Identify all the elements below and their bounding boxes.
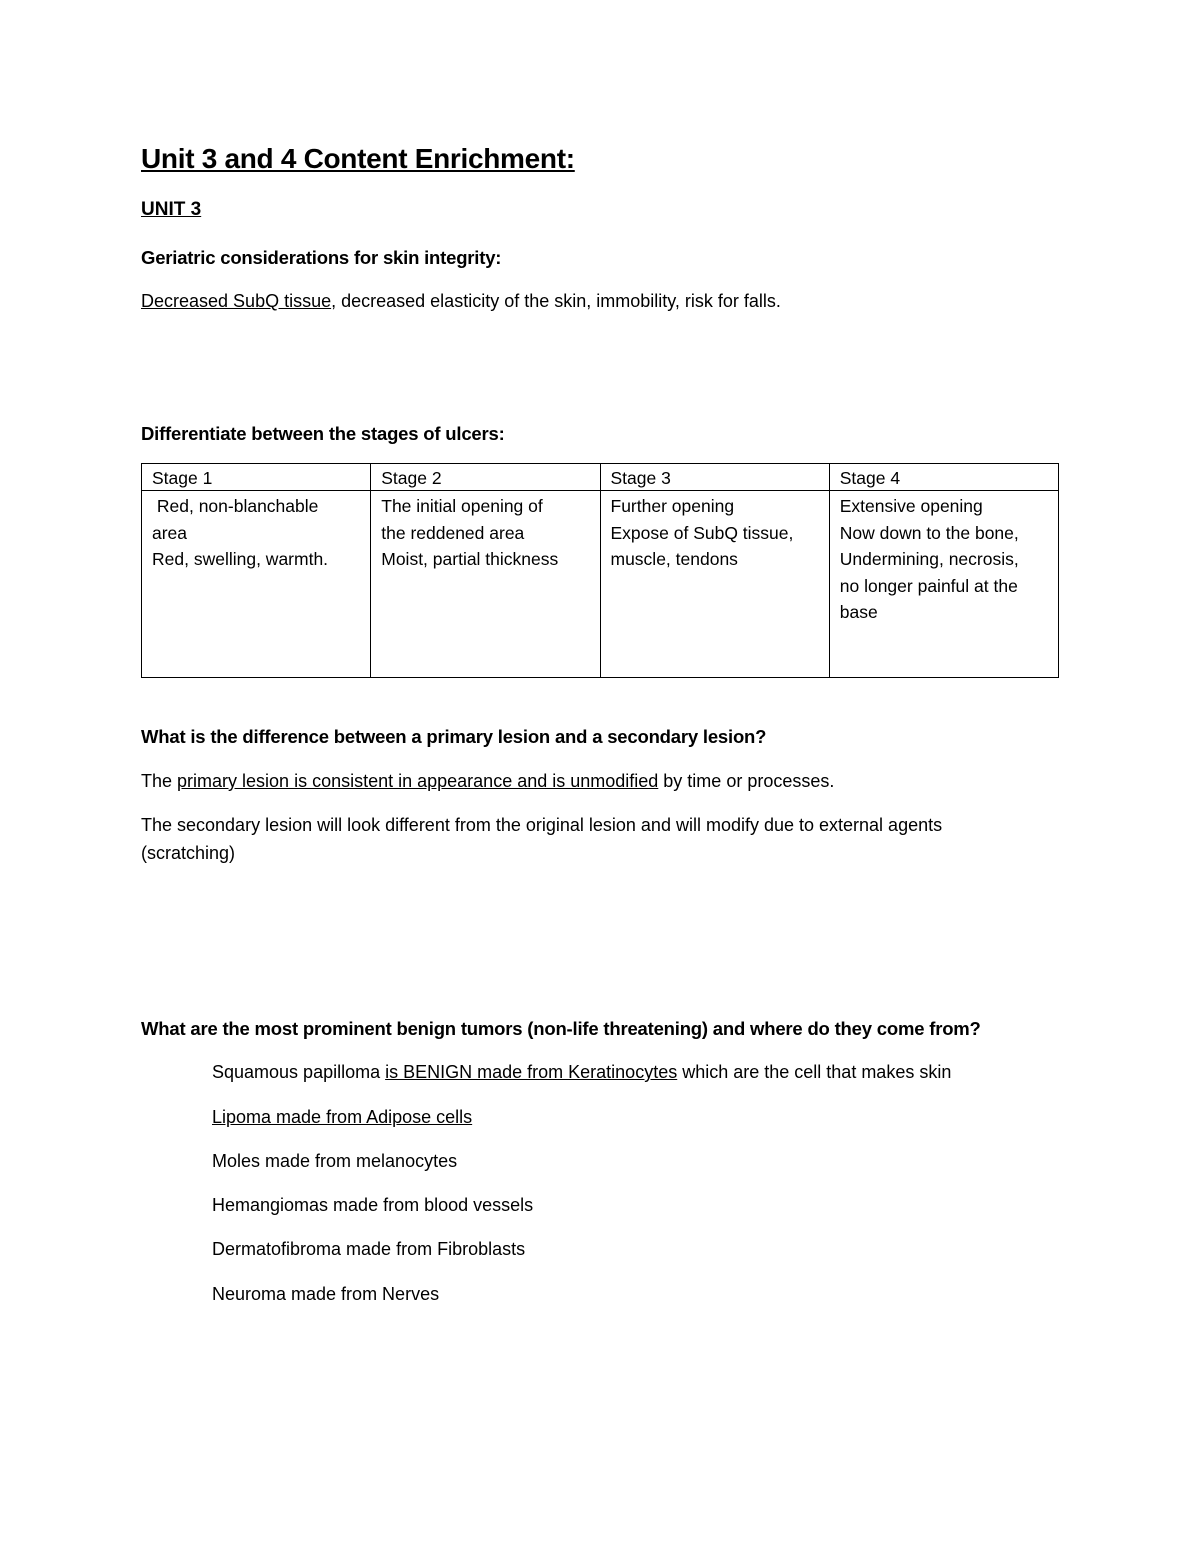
tumor-item: Dermatofibroma made from Fibroblasts	[212, 1239, 526, 1259]
tumor-item: Neuroma made from Nerves	[212, 1284, 440, 1304]
tumor-item: Lipoma made from Adipose cells	[212, 1107, 473, 1127]
secondary-line-2: (scratching)	[141, 843, 236, 863]
cell-line: Red, non-blanchable	[152, 496, 319, 516]
unit-heading: UNIT 3	[141, 199, 202, 220]
stage-3-header: Stage 3	[600, 464, 829, 491]
tumor-item-suffix: which are the cell that makes skin	[677, 1062, 952, 1082]
geriatric-text	[141, 287, 781, 315]
cell-line: Moist, partial thickness	[381, 549, 559, 569]
secondary-line-1: The secondary lesion will look different from the original lesion and will modify due to external agents	[141, 815, 943, 835]
primary-underlined-text: primary lesion is consistent in appearance and is unmodified	[177, 771, 659, 791]
cell-line: Now down to the bone,	[839, 522, 1019, 543]
cell-line: Undermining, necrosis,	[839, 549, 1019, 569]
document-title: Unit 3 and 4 Content Enrichment:	[141, 143, 575, 174]
secondary-lesion-text	[141, 811, 942, 867]
cell-line: The initial opening of	[381, 496, 543, 516]
tumor-item-prefix: Squamous papilloma	[212, 1062, 386, 1082]
geriatric-rest-text: , decreased elasticity of the skin, immobility, risk for falls.	[331, 291, 781, 311]
primary-lesion-text	[141, 767, 834, 795]
primary-suffix-text: by time or processes.	[658, 771, 835, 791]
table-header-row	[142, 464, 1059, 491]
tumor-item-underlined: is BENIGN made from Keratinocytes	[385, 1062, 678, 1082]
cell-line: area	[152, 522, 188, 543]
ulcer-stages-table	[141, 463, 1059, 678]
stage-1-header: Stage 1	[142, 464, 371, 491]
ulcers-heading: Differentiate between the stages of ulcers:	[141, 423, 505, 444]
geriatric-underlined-text: Decreased SubQ tissue	[141, 291, 332, 311]
tumor-item: Hemangiomas made from blood vessels	[212, 1195, 534, 1215]
cell-line: no longer painful at the	[839, 575, 1018, 596]
tumor-item: Moles made from melanocytes	[212, 1151, 458, 1171]
tumors-heading: What are the most prominent benign tumors (non-life threatening) and where do they come from?	[141, 1018, 981, 1039]
cell-line: muscle, tendons	[610, 549, 738, 569]
stage-4-header: Stage 4	[829, 464, 1058, 491]
lesion-heading: What is the difference between a primary lesion and a secondary lesion?	[141, 726, 767, 747]
stage-3-cell	[600, 491, 829, 678]
cell-line: Extensive opening	[839, 496, 983, 516]
stage-2-cell	[371, 491, 600, 678]
geriatric-heading: Geriatric considerations for skin integrity:	[141, 247, 502, 268]
table-row	[142, 491, 1059, 678]
cell-line: base	[839, 602, 878, 622]
cell-line: Further opening	[610, 496, 735, 516]
primary-prefix-text: The	[141, 771, 178, 791]
stage-2-header: Stage 2	[371, 464, 600, 491]
cell-line: Expose of SubQ tissue,	[610, 522, 794, 543]
cell-line: Red, swelling, warmth.	[152, 549, 329, 569]
stage-1-cell	[142, 491, 371, 678]
cell-line: the reddened area	[381, 522, 525, 543]
tumor-item	[212, 1062, 951, 1083]
stage-4-cell	[829, 491, 1058, 678]
